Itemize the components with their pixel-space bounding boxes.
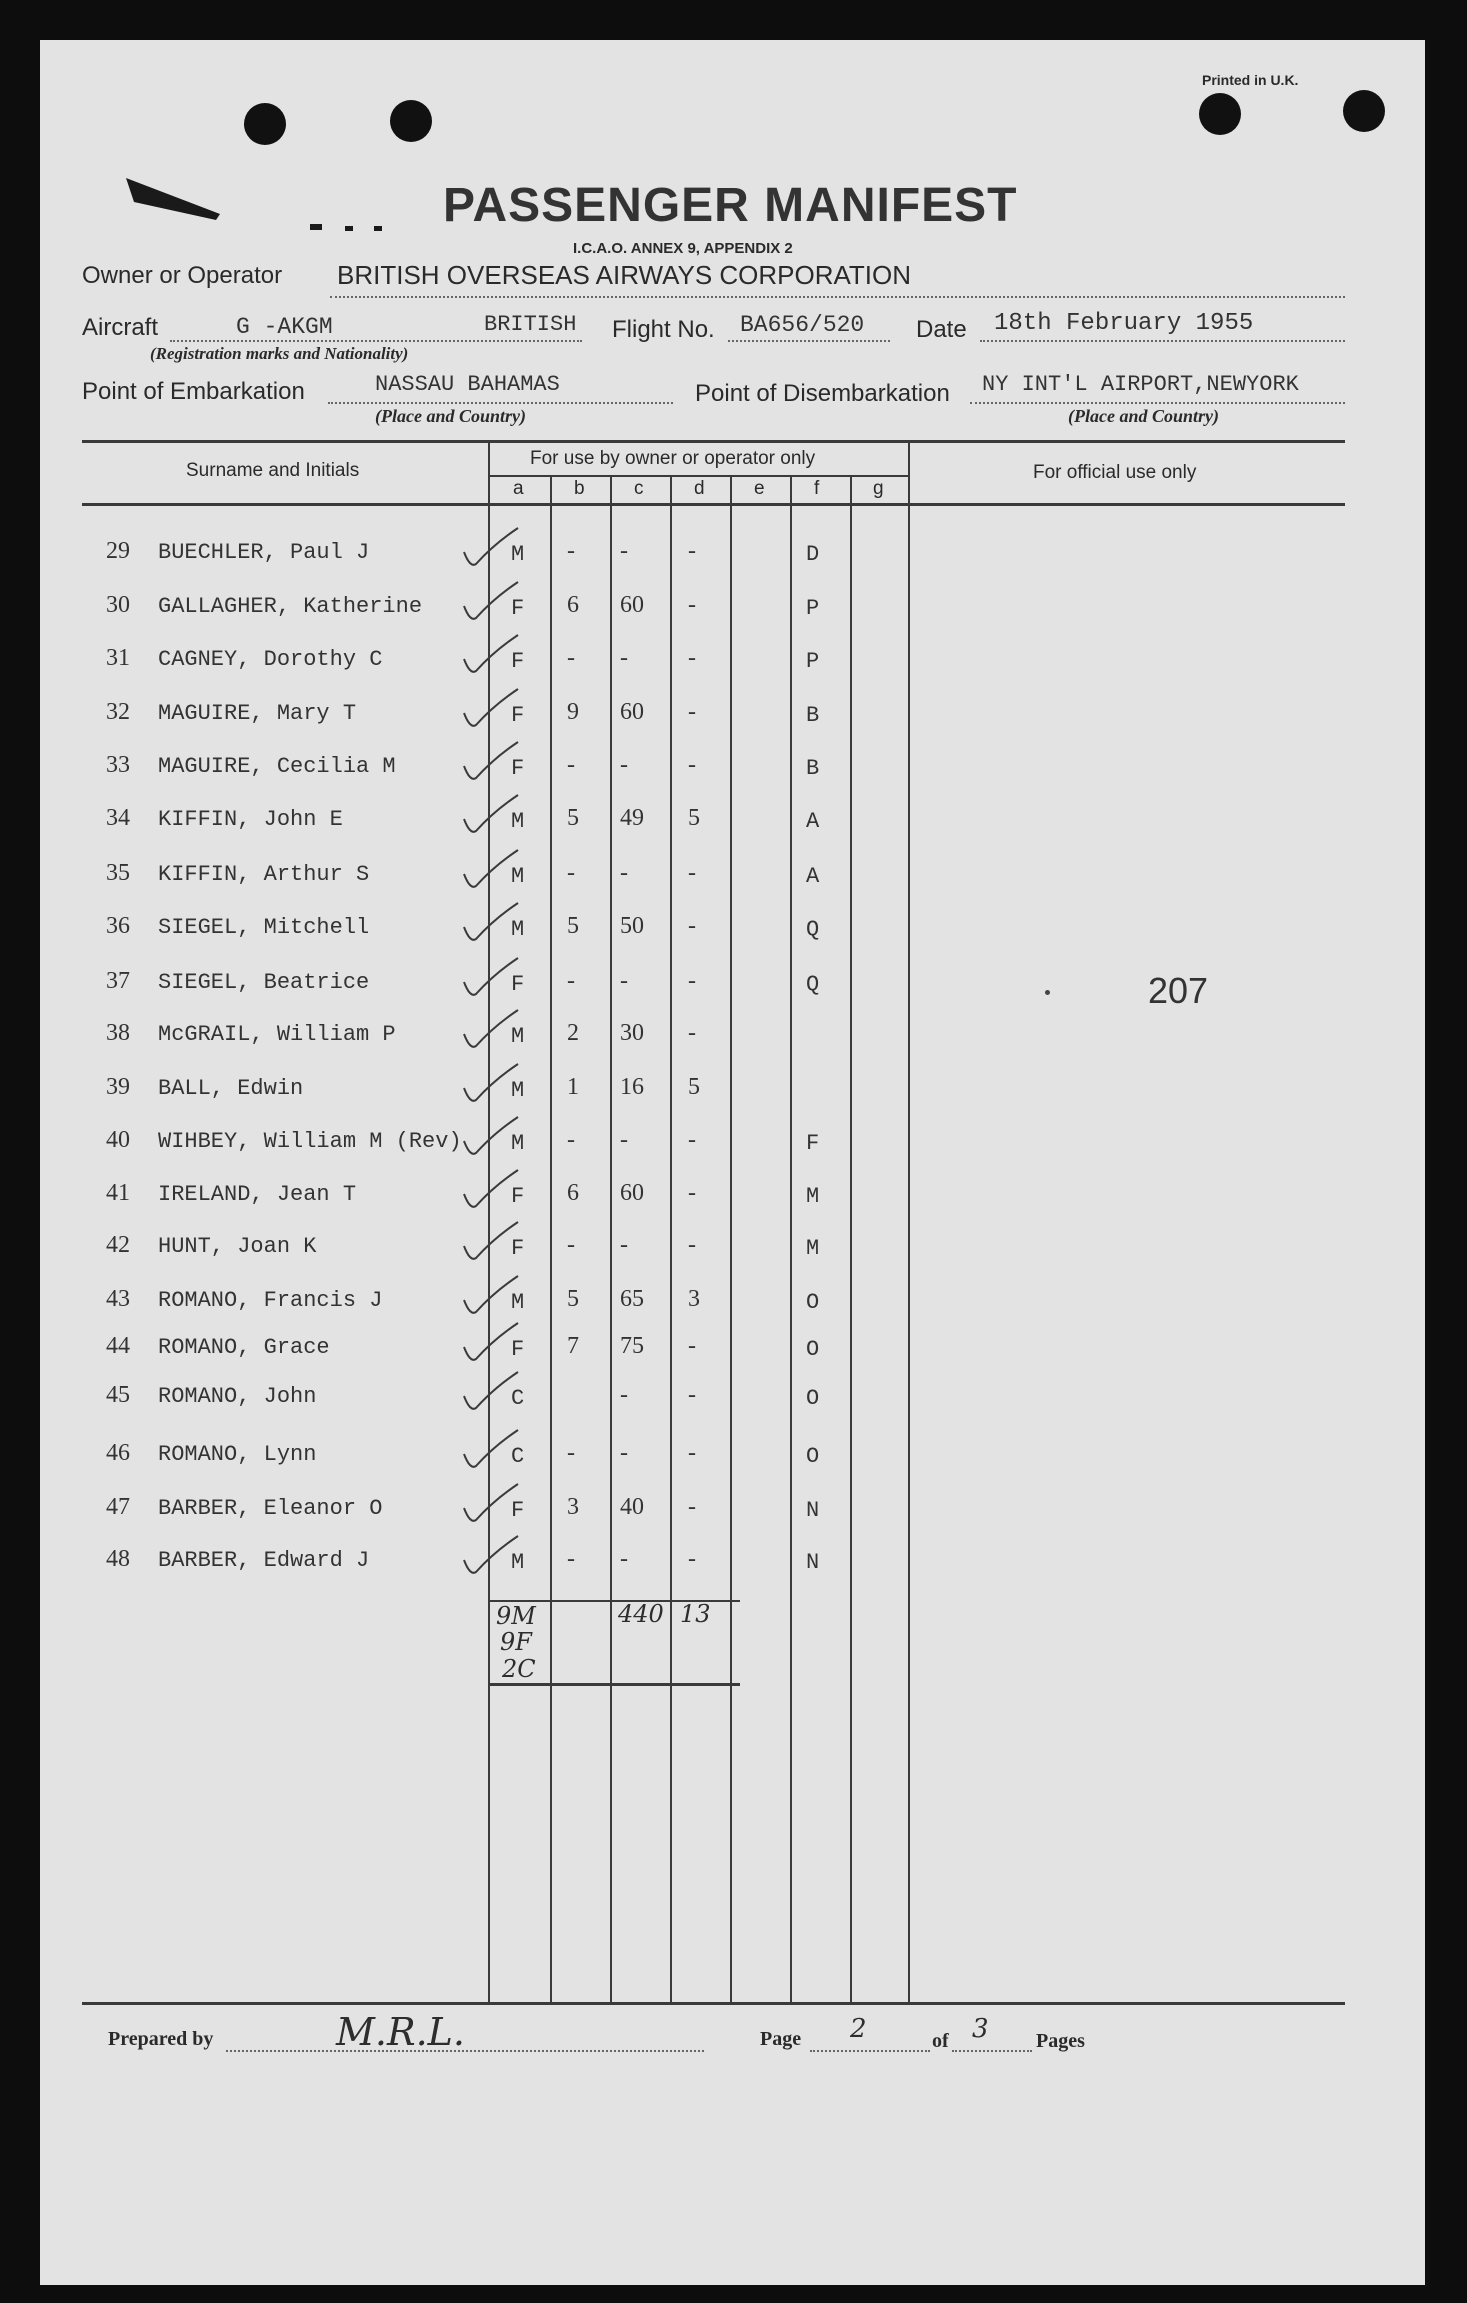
cell-d: - bbox=[688, 592, 696, 618]
cell-d: - bbox=[688, 1546, 696, 1572]
table-row bbox=[0, 1286, 1467, 1336]
table-row bbox=[0, 1180, 1467, 1230]
operator-header: For use by owner or operator only bbox=[530, 448, 816, 469]
cell-a: F bbox=[511, 1184, 525, 1209]
cell-f: O bbox=[806, 1444, 820, 1469]
cell-c: 60 bbox=[620, 699, 644, 725]
row-number: 44 bbox=[106, 1333, 130, 1359]
embark-value: NASSAU BAHAMAS bbox=[375, 372, 560, 397]
cell-b: - bbox=[567, 1127, 575, 1153]
column-letter-a: a bbox=[513, 478, 524, 499]
cell-f: P bbox=[806, 596, 820, 621]
cell-f: O bbox=[806, 1337, 820, 1362]
header-bottom-rule bbox=[82, 503, 1345, 506]
passenger-name: CAGNEY, Dorothy C bbox=[158, 647, 383, 672]
flight-line bbox=[728, 340, 890, 342]
total-females: 9F bbox=[500, 1628, 532, 1656]
cell-b: 5 bbox=[567, 1286, 579, 1312]
table-row bbox=[0, 1020, 1467, 1070]
embark-place-note: (Place and Country) bbox=[375, 406, 526, 426]
table-row bbox=[0, 1494, 1467, 1544]
cell-f: M bbox=[806, 1236, 820, 1261]
check-mark-icon bbox=[458, 1166, 528, 1218]
row-number: 41 bbox=[106, 1180, 130, 1206]
flight-label: Flight No. bbox=[612, 316, 715, 343]
row-number: 47 bbox=[106, 1494, 130, 1520]
owner-line bbox=[330, 296, 1345, 298]
prepared-line bbox=[226, 2050, 704, 2052]
table-row bbox=[0, 968, 1467, 1018]
passenger-name: MAGUIRE, Mary T bbox=[158, 701, 357, 726]
cell-c: - bbox=[620, 752, 628, 778]
cell-b: 9 bbox=[567, 699, 579, 725]
cell-b: 5 bbox=[567, 805, 579, 831]
row-number: 46 bbox=[106, 1440, 130, 1466]
official-header: For official use only bbox=[1033, 462, 1197, 483]
cell-c: - bbox=[620, 1440, 628, 1466]
row-number: 40 bbox=[106, 1127, 130, 1153]
cell-a: F bbox=[511, 1236, 525, 1261]
table-row bbox=[0, 752, 1467, 802]
cell-b: - bbox=[567, 645, 575, 671]
passenger-name: HUNT, Joan K bbox=[158, 1234, 317, 1259]
aircraft-line bbox=[170, 340, 582, 342]
column-letter-c: c bbox=[634, 478, 644, 499]
cell-d: - bbox=[688, 752, 696, 778]
cell-f: B bbox=[806, 703, 820, 728]
total-col-c: 440 bbox=[618, 1600, 664, 1628]
row-number: 32 bbox=[106, 699, 130, 725]
cell-f: P bbox=[806, 649, 820, 674]
prepared-label: Prepared by bbox=[108, 2028, 214, 2050]
passenger-name: ROMANO, Grace bbox=[158, 1335, 330, 1360]
cell-a: C bbox=[511, 1444, 525, 1469]
cell-d: - bbox=[688, 1382, 696, 1408]
cell-b: 2 bbox=[567, 1020, 579, 1046]
check-mark-icon bbox=[458, 1368, 528, 1420]
page-subtitle: I.C.A.O. ANNEX 9, APPENDIX 2 bbox=[573, 240, 793, 257]
row-number: 31 bbox=[106, 645, 130, 671]
cell-c: - bbox=[620, 1546, 628, 1572]
cell-a: F bbox=[511, 1337, 525, 1362]
cell-d: - bbox=[688, 1127, 696, 1153]
table-row bbox=[0, 805, 1467, 855]
embark-label: Point of Embarkation bbox=[82, 378, 305, 405]
check-mark-icon bbox=[458, 899, 528, 951]
check-mark-icon bbox=[458, 524, 528, 576]
cell-f: A bbox=[806, 809, 820, 834]
cell-c: 49 bbox=[620, 805, 644, 831]
passenger-name: GALLAGHER, Katherine bbox=[158, 594, 423, 619]
check-mark-icon bbox=[458, 791, 528, 843]
of-line bbox=[952, 2050, 1032, 2052]
cell-d: - bbox=[688, 913, 696, 939]
row-number: 33 bbox=[106, 752, 130, 778]
of-value: 3 bbox=[972, 2014, 989, 2044]
cell-b: - bbox=[567, 1232, 575, 1258]
check-mark-icon bbox=[458, 1272, 528, 1324]
cell-f: Q bbox=[806, 972, 820, 997]
row-number: 42 bbox=[106, 1232, 130, 1258]
cell-c: - bbox=[620, 860, 628, 886]
punch-hole-right-1 bbox=[1199, 93, 1241, 135]
cell-a: F bbox=[511, 756, 525, 781]
check-mark-icon bbox=[458, 578, 528, 630]
aircraft-note: (Registration marks and Nationality) bbox=[150, 344, 409, 363]
prepared-value: M.R.L. bbox=[336, 2010, 465, 2054]
flight-value: BA656/520 bbox=[740, 312, 865, 338]
cell-a: F bbox=[511, 703, 525, 728]
cell-a: M bbox=[511, 809, 525, 834]
cell-a: M bbox=[511, 1290, 525, 1315]
cell-b: 6 bbox=[567, 1180, 579, 1206]
page-title: PASSENGER MANIFEST bbox=[443, 179, 1018, 232]
table-row bbox=[0, 645, 1467, 695]
cell-c: 16 bbox=[620, 1074, 644, 1100]
cell-c: 50 bbox=[620, 913, 644, 939]
row-number: 39 bbox=[106, 1074, 130, 1100]
cell-c: 60 bbox=[620, 592, 644, 618]
passenger-name: SIEGEL, Mitchell bbox=[158, 915, 370, 940]
row-number: 38 bbox=[106, 1020, 130, 1046]
cell-c: 60 bbox=[620, 1180, 644, 1206]
column-letter-f: f bbox=[814, 478, 820, 499]
passenger-name: ROMANO, John bbox=[158, 1384, 317, 1409]
passenger-name: WIHBEY, William M (Rev) bbox=[158, 1129, 462, 1154]
cell-c: - bbox=[620, 1382, 628, 1408]
page-line bbox=[810, 2050, 930, 2052]
passenger-name: BARBER, Eleanor O bbox=[158, 1496, 383, 1521]
cell-a: M bbox=[511, 864, 525, 889]
cell-d: - bbox=[688, 699, 696, 725]
of-label: of bbox=[932, 2030, 949, 2052]
table-row bbox=[0, 699, 1467, 749]
column-letter-g: g bbox=[873, 478, 884, 499]
ink-mark bbox=[120, 170, 400, 240]
owner-label: Owner or Operator bbox=[82, 262, 283, 289]
table-row bbox=[0, 913, 1467, 963]
cell-f: D bbox=[806, 542, 820, 567]
cell-f: O bbox=[806, 1386, 820, 1411]
cell-a: C bbox=[511, 1386, 525, 1411]
check-mark-icon bbox=[458, 1426, 528, 1478]
page-label: Page bbox=[760, 2028, 802, 2050]
cell-f: F bbox=[806, 1131, 820, 1156]
cell-b: - bbox=[567, 860, 575, 886]
embark-line bbox=[328, 402, 673, 404]
cell-b: - bbox=[567, 538, 575, 564]
cell-a: M bbox=[511, 1131, 525, 1156]
cell-a: M bbox=[511, 917, 525, 942]
total-males: 9M bbox=[496, 1602, 536, 1630]
date-value: 18th February 1955 bbox=[994, 310, 1254, 337]
cell-a: F bbox=[511, 972, 525, 997]
punch-hole-right-2 bbox=[1343, 90, 1385, 132]
cell-b: 5 bbox=[567, 913, 579, 939]
table-row bbox=[0, 1074, 1467, 1124]
row-number: 36 bbox=[106, 913, 130, 939]
row-number: 43 bbox=[106, 1286, 130, 1312]
passenger-name: ROMANO, Francis J bbox=[158, 1288, 383, 1313]
cell-f: O bbox=[806, 1290, 820, 1315]
cell-b: 7 bbox=[567, 1333, 579, 1359]
total-col-d: 13 bbox=[680, 1600, 711, 1628]
cell-c: - bbox=[620, 645, 628, 671]
punch-hole-left-2 bbox=[390, 100, 432, 142]
date-label: Date bbox=[916, 316, 967, 343]
cell-d: - bbox=[688, 968, 696, 994]
passenger-name: SIEGEL, Beatrice bbox=[158, 970, 370, 995]
cell-d: - bbox=[688, 645, 696, 671]
table-row bbox=[0, 1440, 1467, 1490]
cell-b: - bbox=[567, 1440, 575, 1466]
cell-d: - bbox=[688, 1333, 696, 1359]
cell-d: - bbox=[688, 1494, 696, 1520]
cell-d: - bbox=[688, 1440, 696, 1466]
cell-c: - bbox=[620, 968, 628, 994]
cell-c: 65 bbox=[620, 1286, 644, 1312]
totals-bottom-rule bbox=[490, 1683, 740, 1686]
row-number: 48 bbox=[106, 1546, 130, 1572]
cell-d: 5 bbox=[688, 1074, 700, 1100]
row-number: 34 bbox=[106, 805, 130, 831]
disembark-value: NY INT'L AIRPORT,NEWYORK bbox=[982, 372, 1299, 397]
pages-label: Pages bbox=[1036, 2030, 1085, 2052]
aircraft-label: Aircraft bbox=[82, 314, 159, 341]
cell-d: - bbox=[688, 538, 696, 564]
cell-a: M bbox=[511, 1024, 525, 1049]
check-mark-icon bbox=[458, 1480, 528, 1532]
official-dot bbox=[1045, 990, 1050, 995]
cell-f: A bbox=[806, 864, 820, 889]
check-mark-icon bbox=[458, 1006, 528, 1058]
check-mark-icon bbox=[458, 1113, 528, 1165]
passenger-name: IRELAND, Jean T bbox=[158, 1182, 357, 1207]
cell-c: 30 bbox=[620, 1020, 644, 1046]
check-mark-icon bbox=[458, 1532, 528, 1584]
table-row bbox=[0, 1382, 1467, 1432]
column-letter-e: e bbox=[754, 478, 765, 499]
check-mark-icon bbox=[458, 1060, 528, 1112]
row-number: 35 bbox=[106, 860, 130, 886]
row-number: 45 bbox=[106, 1382, 130, 1408]
owner-value: BRITISH OVERSEAS AIRWAYS CORPORATION bbox=[337, 260, 912, 290]
cell-f: M bbox=[806, 1184, 820, 1209]
cell-d: 5 bbox=[688, 805, 700, 831]
row-number: 37 bbox=[106, 968, 130, 994]
column-letter-d: d bbox=[694, 478, 705, 499]
cell-b: 3 bbox=[567, 1494, 579, 1520]
cell-c: - bbox=[620, 1127, 628, 1153]
check-mark-icon bbox=[458, 738, 528, 790]
surname-header: Surname and Initials bbox=[186, 460, 360, 481]
cell-d: - bbox=[688, 1232, 696, 1258]
passenger-name: BARBER, Edward J bbox=[158, 1548, 370, 1573]
cell-a: M bbox=[511, 1078, 525, 1103]
table-row bbox=[0, 1546, 1467, 1596]
passenger-name: BALL, Edwin bbox=[158, 1076, 304, 1101]
cell-b: 1 bbox=[567, 1074, 579, 1100]
punch-hole-left-1 bbox=[244, 103, 286, 145]
check-mark-icon bbox=[458, 1319, 528, 1371]
cell-c: - bbox=[620, 1232, 628, 1258]
aircraft-nationality: BRITISH bbox=[484, 312, 577, 337]
cell-c: - bbox=[620, 538, 628, 564]
cell-a: M bbox=[511, 542, 525, 567]
disembark-place-note: (Place and Country) bbox=[1068, 406, 1219, 426]
check-mark-icon bbox=[458, 954, 528, 1006]
cell-a: F bbox=[511, 1498, 525, 1523]
table-row bbox=[0, 1333, 1467, 1383]
passenger-name: McGRAIL, William P bbox=[158, 1022, 396, 1047]
cell-a: M bbox=[511, 1550, 525, 1575]
cell-d: 3 bbox=[688, 1286, 700, 1312]
total-children: 2C bbox=[502, 1655, 536, 1683]
cell-b: 6 bbox=[567, 592, 579, 618]
check-mark-icon bbox=[458, 1218, 528, 1270]
disembark-line bbox=[970, 402, 1345, 404]
cell-c: 40 bbox=[620, 1494, 644, 1520]
cell-f: N bbox=[806, 1498, 820, 1523]
disembark-label: Point of Disembarkation bbox=[695, 380, 950, 407]
cell-f: B bbox=[806, 756, 820, 781]
passenger-name: KIFFIN, Arthur S bbox=[158, 862, 370, 887]
cell-b: - bbox=[567, 968, 575, 994]
row-number: 29 bbox=[106, 538, 130, 564]
official-number: 207 bbox=[1148, 970, 1209, 1011]
table-row bbox=[0, 538, 1467, 588]
cell-c: 75 bbox=[620, 1333, 644, 1359]
cell-a: F bbox=[511, 596, 525, 621]
row-number: 30 bbox=[106, 592, 130, 618]
cell-f: N bbox=[806, 1550, 820, 1575]
printed-note: Printed in U.K. bbox=[1202, 72, 1299, 88]
passenger-name: MAGUIRE, Cecilia M bbox=[158, 754, 396, 779]
date-line bbox=[980, 340, 1345, 342]
table-top-rule bbox=[82, 440, 1345, 443]
cell-d: - bbox=[688, 860, 696, 886]
passenger-name: KIFFIN, John E bbox=[158, 807, 343, 832]
cell-d: - bbox=[688, 1020, 696, 1046]
table-bottom-rule bbox=[82, 2002, 1345, 2005]
cell-f: Q bbox=[806, 917, 820, 942]
aircraft-registration: G -AKGM bbox=[236, 314, 333, 340]
table-row bbox=[0, 592, 1467, 642]
cell-b: - bbox=[567, 752, 575, 778]
cell-b: - bbox=[567, 1546, 575, 1572]
page-value: 2 bbox=[850, 2014, 867, 2044]
passenger-name: BUECHLER, Paul J bbox=[158, 540, 370, 565]
table-row bbox=[0, 860, 1467, 910]
check-mark-icon bbox=[458, 846, 528, 898]
passenger-name: ROMANO, Lynn bbox=[158, 1442, 317, 1467]
column-letter-b: b bbox=[574, 478, 585, 499]
table-row bbox=[0, 1127, 1467, 1177]
check-mark-icon bbox=[458, 631, 528, 683]
cell-a: F bbox=[511, 649, 525, 674]
check-mark-icon bbox=[458, 685, 528, 737]
table-row bbox=[0, 1232, 1467, 1282]
cell-d: - bbox=[688, 1180, 696, 1206]
